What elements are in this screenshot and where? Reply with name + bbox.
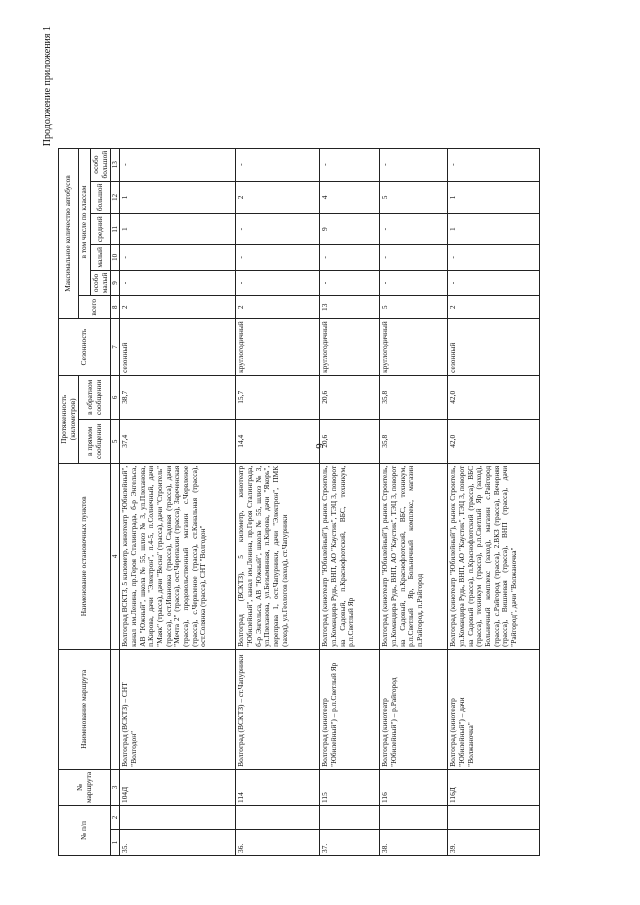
length-back: 15,7 <box>236 375 320 419</box>
header-max-buses: Максимальное количество автобусов <box>59 148 79 318</box>
season: круглогодичный <box>320 319 380 376</box>
route-stops: Волгоград (кинотеатр "Юбилейный"), рынок Строитель, ул.Командира Рудь, ВНП, АО "Каустик", ТЭЦ 3, поворот на Садовый (трасса), п.Краснофлотский (трасса), ВБС (трасса), техникум (трасса), р.п.Светлый Яр (заход), Больничный комплекс (заход), магазин с.Райгород (трасса), с.Райгород (трасса), 2.ВКЗ (трасса), Вечерняя (трасса), Вишневая (трасса), ВНП (трасса), дачи "Райгород", дачи "Волжаночка" <box>448 463 540 649</box>
row-number: 38. <box>380 830 448 856</box>
table-row <box>448 148 540 855</box>
route-name: Волгоград (ВСКТЗ) – СНТ "Волгодон" <box>120 649 236 769</box>
header-total: всего <box>79 296 111 319</box>
header-small: малый <box>90 245 110 271</box>
season: круглогодичный <box>236 319 320 376</box>
season: сезонный <box>120 319 236 376</box>
table-row <box>236 148 320 855</box>
buses-medium: - <box>380 214 448 245</box>
buses-total: 2 <box>120 296 236 319</box>
header-large: большой <box>90 181 110 214</box>
buses-small: - <box>448 245 540 271</box>
row-number: 36. <box>236 830 320 856</box>
buses-large: 4 <box>320 181 380 214</box>
route-number: 104Д <box>120 769 236 805</box>
buses-medium: 1 <box>120 214 236 245</box>
length-forward: 42,0 <box>448 419 540 463</box>
row-number: 37. <box>320 830 380 856</box>
buses-extra-small: - <box>236 270 320 296</box>
header-medium: средний <box>90 214 110 245</box>
buses-extra-small: - <box>320 270 380 296</box>
season: круглогодичный <box>380 319 448 376</box>
length-back: 38,7 <box>120 375 236 419</box>
buses-extra-large: - <box>320 148 380 181</box>
buses-total: 5 <box>380 296 448 319</box>
column-number: 7 <box>111 319 120 376</box>
buses-extra-large: - <box>236 148 320 181</box>
column-number: 13 <box>111 148 120 181</box>
column-number: 3 <box>111 769 120 805</box>
route-name: Волгоград (кинотеатр "Юбилейный") – р.п.Светлый Яр <box>320 649 380 769</box>
buses-small: - <box>320 245 380 271</box>
length-forward: 14,4 <box>236 419 320 463</box>
buses-total: 2 <box>236 296 320 319</box>
buses-medium: - <box>236 214 320 245</box>
length-back: 42,0 <box>448 375 540 419</box>
column-number: 4 <box>111 463 120 649</box>
length-back: 35,8 <box>380 375 448 419</box>
buses-extra-large: - <box>380 148 448 181</box>
length-forward: 35,8 <box>380 419 448 463</box>
buses-medium: 1 <box>448 214 540 245</box>
buses-total: 13 <box>320 296 380 319</box>
length-forward: 37,4 <box>120 419 236 463</box>
column-number: 8 <box>111 296 120 319</box>
header-season: Сезонность <box>59 319 111 376</box>
column-number: 5 <box>111 419 120 463</box>
column-number: 2 <box>111 806 120 830</box>
buses-extra-large: - <box>448 148 540 181</box>
rotated-page <box>40 26 630 856</box>
buses-large: 5 <box>380 181 448 214</box>
buses-total: 2 <box>448 296 540 319</box>
route-number: 114 <box>236 769 320 805</box>
column-number: 9 <box>111 270 120 296</box>
header-by-class: в том числе по классам <box>79 148 91 295</box>
route-number: 116 <box>380 769 448 805</box>
route-number: 115 <box>320 769 380 805</box>
header-extra-large: особо большой <box>90 148 110 181</box>
column-number: 10 <box>111 245 120 271</box>
table-row <box>320 148 380 855</box>
buses-small: - <box>120 245 236 271</box>
column-number <box>111 649 120 769</box>
appendix-note: Продолжение приложения 1 <box>42 26 53 147</box>
buses-large: 1 <box>120 181 236 214</box>
buses-large: 2 <box>236 181 320 214</box>
buses-small: - <box>236 245 320 271</box>
row-number: 35. <box>120 830 236 856</box>
column-number-row <box>111 148 120 855</box>
buses-small: - <box>380 245 448 271</box>
length-forward: 20,6 <box>320 419 380 463</box>
routes-table <box>58 148 540 856</box>
length-back: 20,6 <box>320 375 380 419</box>
buses-medium: 9 <box>320 214 380 245</box>
header-route-no: № маршрута <box>59 769 111 805</box>
header-length-back: в обратном сообщении <box>79 375 111 419</box>
column-number: 1 <box>111 830 120 856</box>
header-length: Протяженность (километров) <box>59 375 79 463</box>
header-no: № п/п <box>59 806 111 856</box>
route-name: Волгоград (ВСКТЗ) – ст.Чапурники <box>236 649 320 769</box>
buses-extra-small: - <box>380 270 448 296</box>
route-stops: Волгоград (ВСКТЗ), 5 километр, кинотеатр "Юбилейный", канал им.Ленина, пр.Героя Сталинграда, б-р Энгельса, АВ "Южный", школа № 55, шлюз № 3, ул.Плеханова, ул.Безымянная, п.Кирова, дачи "Якорь", переправа 1, ост.Чапурники, дачи "Электрон", ПМК (заход), ул.Геологов (заход), ст.Чапурники <box>236 463 320 649</box>
buses-extra-large: - <box>120 148 236 181</box>
page-number: 6 <box>312 443 325 449</box>
column-number: 11 <box>111 214 120 245</box>
season: сезонный <box>448 319 540 376</box>
header-stops: Наименование остановочных пунктов <box>59 463 111 649</box>
route-name: Волгоград (кинотеатр "Юбилейный") – р.Райгород <box>380 649 448 769</box>
header-length-forward: в прямом сообщении <box>79 419 111 463</box>
table-row <box>120 148 236 855</box>
buses-extra-small: - <box>120 270 236 296</box>
route-stops: Волгоград (кинотеатр "Юбилейный"), рынок Строитель, ул.Командира Рудь, ВНП, АО "Каустик", ТЭЦ 3, поворот на Садовый, п.Краснофлотский, ВБС, техникум, р.п.Светлый Яр, Больничный комплекс, магазин п.Райгород, п.Райгород <box>380 463 448 649</box>
route-stops: Волгоград (кинотеатр "Юбилейный"), рынок Строитель, ул.Командира Рудь, ВНП, АО "Каустик", ТЭЦ 3, поворот на Садовый, п.Краснофлотский, ВБС, техникум, р.п.Светлый Яр <box>320 463 380 649</box>
header-extra-small: особо малый <box>90 270 110 296</box>
table-row <box>380 148 448 855</box>
route-stops: Волгоград ВСКТЗ, 5 километр, кинотеатр "Юбилейный", канал им.Ленина, пр.Героя Сталинграда, б-р Энгельса, АВ "Южный", школа № 55, шлюз № 3, ул.Плеханова, п.Кирова, дачи "Электрон", п.4-5, п.Солнечный, дачи "Маяк" (трасса), дачи "Весна" (трасса), дачи "Строитель" (трасса), ост.Ивановка (трасса), Садовая (трасса), дачи "Мечта 2" (трасса), ост.Черепахин (трасса), Зареченская (трасса), продовольственный магазин с.Червленое (трасса), с.Червленое (трасса), ст.Канальная (трасса), ост.Солянка (трасса), СНТ "Волгодон" <box>120 463 236 649</box>
header-route-name: Наименование маршрута <box>59 649 111 769</box>
route-name: Волгоград (кинотеатр "Юбилейный") – дачи "Волжаночка" <box>448 649 540 769</box>
column-number: 6 <box>111 375 120 419</box>
buses-large: 1 <box>448 181 540 214</box>
route-number: 116Д <box>448 769 540 805</box>
buses-extra-small: - <box>448 270 540 296</box>
row-number: 39. <box>448 830 540 856</box>
column-number: 12 <box>111 181 120 214</box>
